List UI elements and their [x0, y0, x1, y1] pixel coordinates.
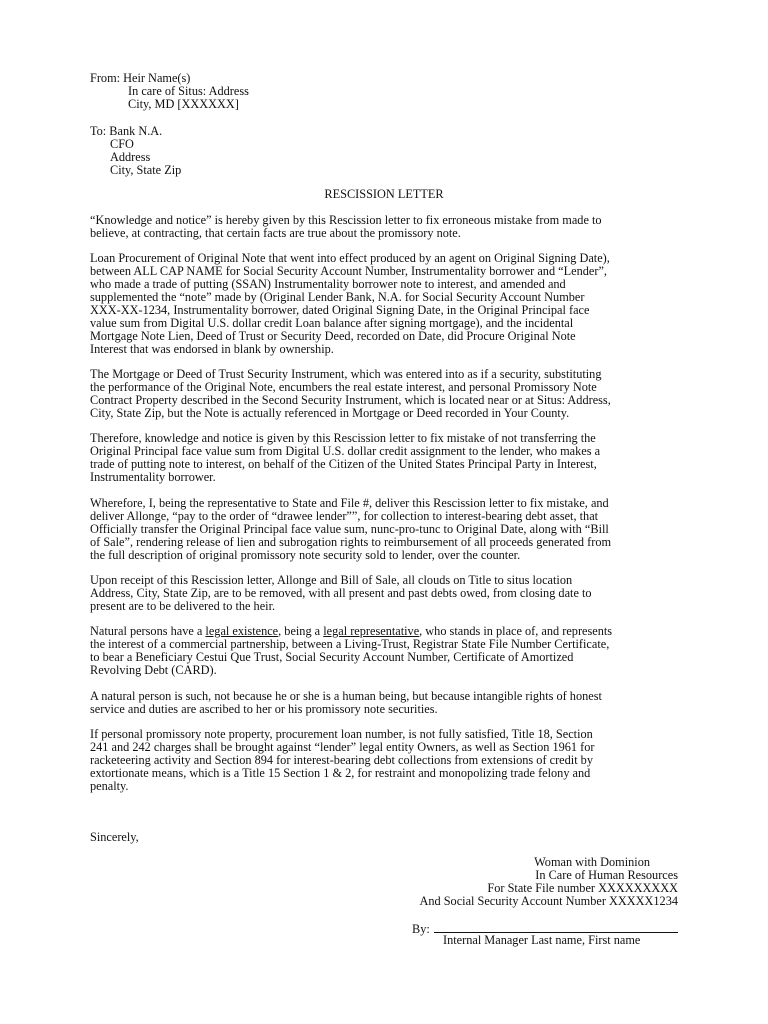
signature-state-file: For State File number XXXXXXXXX: [487, 881, 678, 895]
legal-representative-term: legal representative: [323, 624, 420, 638]
to-address: Address: [110, 150, 151, 164]
text-line: to bear a Beneficiary Cestui Que Trust, Social Security Account Number, Certificate of Amortized: [90, 650, 574, 664]
document-title: RESCISSION LETTER: [324, 187, 444, 201]
from-care-of: In care of Situs: Address: [128, 84, 249, 98]
manager-name: Internal Manager Last name, First name: [443, 933, 641, 947]
to-city: City, State Zip: [110, 163, 182, 177]
text-line: 241 and 242 charges shall be brought against “lender” legal entity Owners, as well as Section 1961 for: [90, 740, 595, 754]
text-line: Loan Procurement of Original Note that went into effect produced by an agent on Original Signing Date),: [90, 251, 610, 265]
paragraph-mortgage-deed: [90, 368, 682, 420]
text-line: Upon receipt of this Rescission letter, Allonge and Bill of Sale, all clouds on Title to situs location: [90, 573, 573, 587]
to-label: To: Bank N.A.: [90, 124, 163, 138]
text-line: A natural person is such, not because he or she is a human being, but because intangible rights of honest: [90, 689, 602, 703]
text-line: Original Principal face value sum from Digital U.S. dollar credit assignment to the lender, who makes a: [90, 444, 601, 458]
signature-name: Woman with Dominion: [534, 855, 650, 869]
text-line: service and duties are ascribed to her or his promissory note securities.: [90, 702, 438, 716]
paragraph-penalty: [90, 728, 682, 793]
text-line: extortionate means, which is a Title 15 Section 1 & 2, for restraint and monopolizing trade felony and: [90, 766, 591, 780]
paragraph-therefore: [90, 432, 682, 484]
text-line: Instrumentality borrower.: [90, 470, 216, 484]
text-line: Interest that was endorsed in blank by ownership.: [90, 342, 334, 356]
text-line: Address, City, State Zip, are to be removed, with all present and past debts owed, from closing date to: [90, 586, 592, 600]
paragraph-upon-receipt: [90, 574, 682, 613]
from-label: From: Heir Name(s): [90, 71, 191, 85]
text-line: If personal promissory note property, procurement loan number, is not fully satisfied, Title 18, Section: [90, 727, 593, 741]
sincerely-text: Sincerely,: [90, 830, 139, 844]
text-line: the interest of a commercial partnership, between a Living-Trust, Registrar State File Number Certificate,: [90, 637, 610, 651]
signature-care-of: In Care of Human Resources: [535, 868, 678, 882]
from-city: City, MD [XXXXXX]: [128, 97, 239, 111]
legal-existence-term: legal existence: [205, 624, 279, 638]
signature-ssan: And Social Security Account Number XXXXX1234: [419, 894, 678, 908]
text-line: present are to be delivered to the heir.: [90, 599, 276, 613]
text-line: Mortgage Note Lien, Deed of Trust or Security Deed, recorded on Date, did Procure Original Note: [90, 329, 576, 343]
text-line: Officially transfer the Original Principal face value sum, nunc-pro-tunc to Original Date, along with “Bill: [90, 522, 609, 536]
text-line: the performance of the Original Note, encumbers the real estate interest, and personal Promissory Note: [90, 380, 597, 394]
text-line: penalty.: [90, 779, 129, 793]
text-segment: Natural persons have a: [90, 624, 206, 638]
signature-block: [278, 856, 678, 908]
text-line: deliver Allonge, “pay to the order of “drawee lender””, for collection to interest-bearing debt asset, that: [90, 509, 599, 523]
paragraph-natural-person: [90, 690, 682, 716]
signature-line: [434, 921, 678, 933]
paragraph-loan-procurement: [90, 252, 682, 356]
text-line: Wherefore, I, being the representative to State and File #, deliver this Rescission letter to fix mistake, and: [90, 496, 609, 510]
paragraph-natural-persons: [90, 625, 682, 677]
text-segment: , being a: [278, 624, 324, 638]
text-line: who made a trade of putting (SSAN) Instrumentality borrower note to interest, and amended and: [90, 277, 566, 291]
text-line: believe, at contracting, that certain facts are true about the promissory note.: [90, 226, 461, 240]
text-segment: , who stands in place of, and represents: [419, 624, 613, 638]
by-label: By:: [412, 922, 430, 936]
text-line: of Sale”, rendering release of lien and subrogation rights to reimbursement of all proceeds generated from: [90, 535, 612, 549]
text-line: supplemented the “note” made by (Original Lender Bank, N.A. for Social Security Account Number: [90, 290, 585, 304]
text-line: Revolving Debt (CARD).: [90, 663, 217, 677]
text-line: “Knowledge and notice” is hereby given by this Rescission letter to fix erroneous mistake from made to: [90, 213, 602, 227]
text-line: Contract Property described in the Second Security Instrument, which is located near or at Situs: Address,: [90, 393, 611, 407]
text-line: City, State Zip, but the Note is actually referenced in Mortgage or Deed recorded in Your County.: [90, 406, 570, 420]
text-line: racketeering activity and Section 894 for interest-bearing debt collections from extensions of credit by: [90, 753, 593, 767]
paragraph-wherefore: [90, 497, 682, 562]
text-line: trade of putting note to interest, on behalf of the Citizen of the United States Principal Party in Interest,: [90, 457, 597, 471]
text-line: value sum from Digital U.S. dollar credit Loan balance after signing mortgage), and the incidental: [90, 316, 574, 330]
paragraph-knowledge-notice: [90, 214, 682, 240]
from-block: [90, 72, 249, 111]
to-cfo: CFO: [110, 137, 134, 151]
text-line: the full description of original promissory note security sold to lender, over the counter.: [90, 548, 521, 562]
to-block: [90, 125, 181, 177]
text-line: XXX-XX-1234, Instrumentality borrower, dated Original Signing Date, in the Original Principal face: [90, 303, 590, 317]
text-line: between ALL CAP NAME for Social Security Account Number, Instrumentality borrower and “Lender”,: [90, 264, 607, 278]
text-line: Therefore, knowledge and notice is given by this Rescission letter to fix mistake of not transferring the: [90, 431, 596, 445]
text-line: The Mortgage or Deed of Trust Security Instrument, which was entered into as if a security, substituting: [90, 367, 602, 381]
